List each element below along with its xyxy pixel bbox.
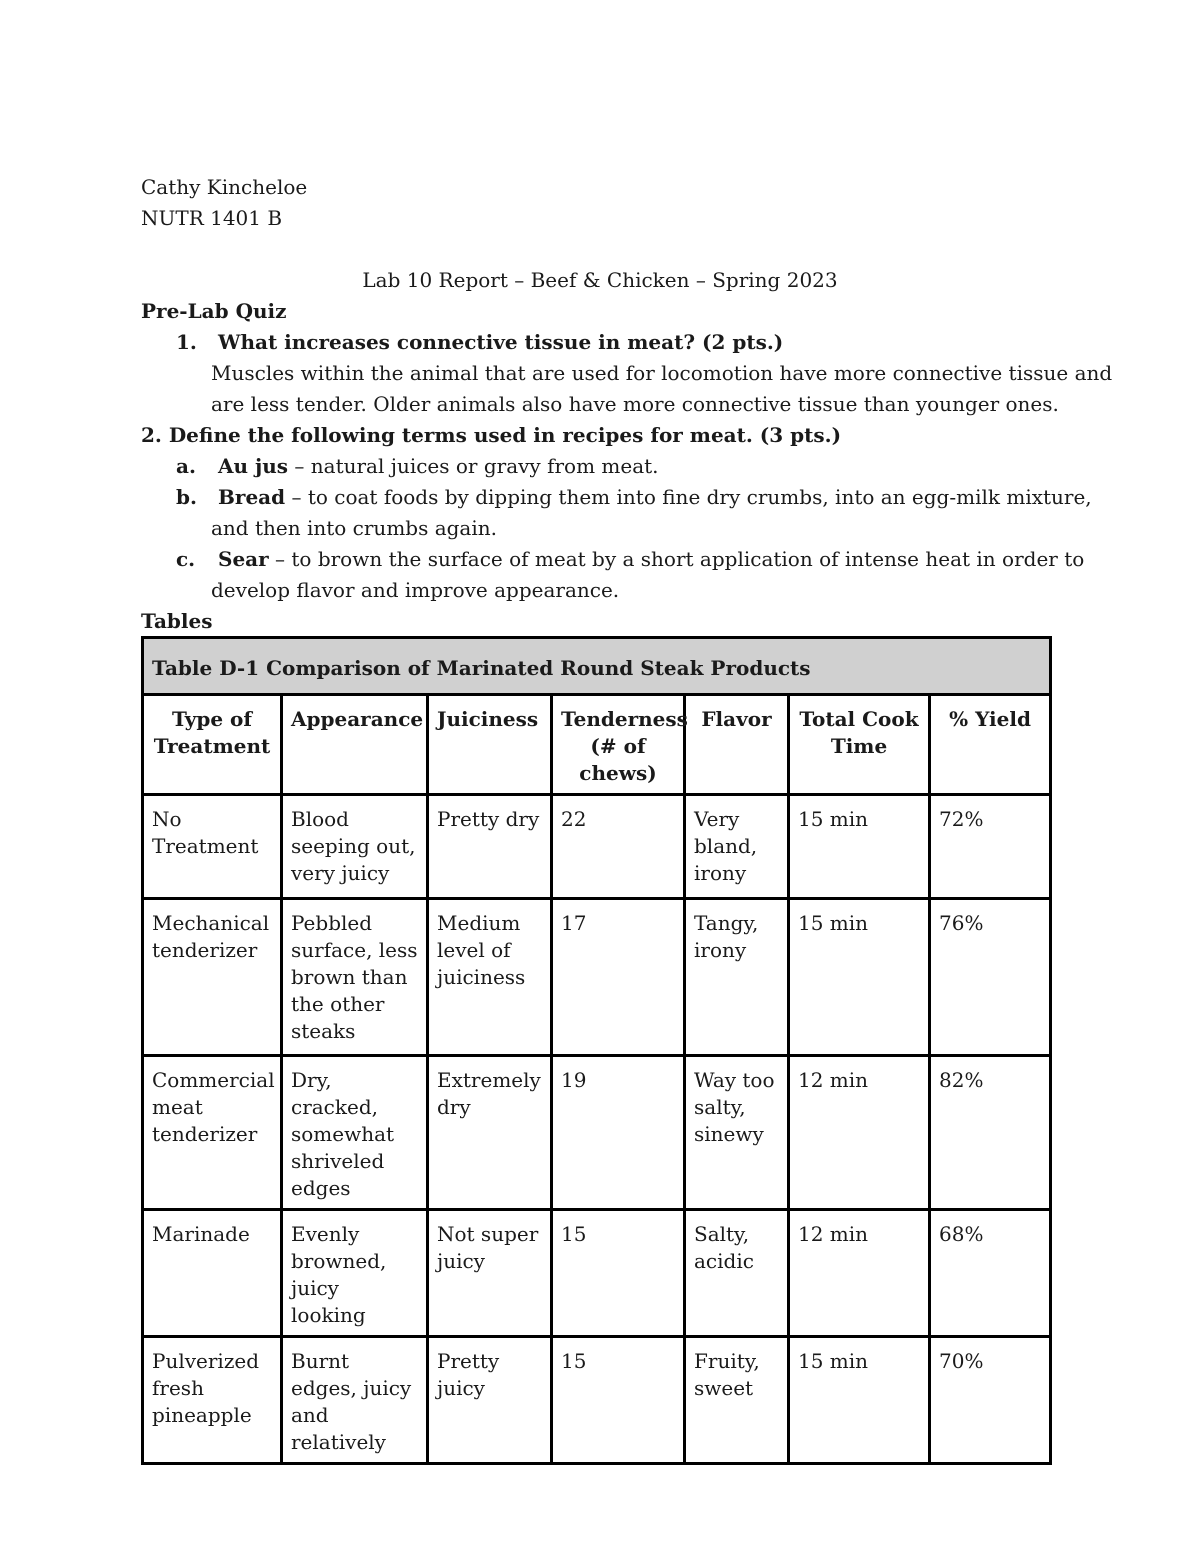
table-cell: Marinade [143,1210,282,1337]
table-cell: Burnt edges, juicy and relatively [282,1337,428,1464]
table-row [143,1056,1051,1210]
column-header: Type of Treatment [143,695,282,795]
term-b-definition: – to coat foods by dipping them into fine dry crumbs, into an egg-milk mixture, [285,485,1092,509]
table-row [143,1210,1051,1337]
term-b-letter: b. [176,485,197,509]
table-cell: 15 min [789,1337,930,1464]
table-cell: 12 min [789,1056,930,1210]
table-cell: 12 min [789,1210,930,1337]
question-1 [176,327,783,358]
term-a-term: Au jus [218,454,289,478]
table-cell: Way too salty, sinewy [685,1056,789,1210]
table-cell: 72% [930,795,1051,899]
table-cell: Mechanical tenderizer [143,899,282,1056]
table-cell: Fruity, sweet [685,1337,789,1464]
term-c [176,544,1084,575]
table-row [143,899,1051,1056]
term-b-definition-cont: and then into crumbs again. [211,516,497,540]
question-1-text: What increases connective tissue in meat? (2 pts.) [218,330,784,354]
answer-1-line-2: are less tender. Older animals also have more connective tissue than younger ones. [211,392,1059,416]
table-cell: Blood seeping out, very juicy [282,795,428,899]
table-cell: Commercial meat tenderizer [143,1056,282,1210]
table-cell: Pulverized fresh pineapple [143,1337,282,1464]
answer-1-line-1: Muscles within the animal that are used for locomotion have more connective tissue and [211,361,1113,385]
term-a-definition: – natural juices or gravy from meat. [288,454,659,478]
table-cell: Pebbled surface, less brown than the other steaks [282,899,428,1056]
term-c-term: Sear [218,547,269,571]
table-row [143,795,1051,899]
table-cell: Pretty dry [428,795,552,899]
course-code: NUTR 1401 B [141,206,283,230]
table-row [143,1337,1051,1464]
table-cell: 15 min [789,795,930,899]
column-header: Appearance [282,695,428,795]
table-cell: 70% [930,1337,1051,1464]
table-cell: Pretty juicy [428,1337,552,1464]
question-2: 2. Define the following terms used in recipes for meat. (3 pts.) [141,423,842,447]
author-name: Cathy Kincheloe [141,175,308,199]
column-header: Flavor [685,695,789,795]
table-cell: Not super juicy [428,1210,552,1337]
table-cell: 15 [552,1337,685,1464]
term-b [176,482,1092,513]
column-header: Tenderness (# of chews) [552,695,685,795]
question-1-number: 1. [176,330,197,354]
term-b-term: Bread [218,485,286,509]
term-a-letter: a. [176,454,196,478]
table-cell: 15 min [789,899,930,1056]
table-cell: 15 [552,1210,685,1337]
prelab-heading: Pre-Lab Quiz [141,299,287,323]
column-header: % Yield [930,695,1051,795]
table-title: Table D-1 Comparison of Marinated Round Steak Products [143,638,1051,695]
term-c-definition-cont: develop flavor and improve appearance. [211,578,620,602]
steak-comparison-table [141,636,1052,1465]
table-cell: Evenly browned, juicy looking [282,1210,428,1337]
column-header: Total Cook Time [789,695,930,795]
table-cell: 17 [552,899,685,1056]
table-cell: Extremely dry [428,1056,552,1210]
table-cell: 68% [930,1210,1051,1337]
table-cell: 19 [552,1056,685,1210]
table-cell: 22 [552,795,685,899]
term-c-letter: c. [176,547,196,571]
table-cell: 82% [930,1056,1051,1210]
term-a [176,451,659,482]
report-title: Lab 10 Report – Beef & Chicken – Spring 2023 [362,268,838,292]
table-cell: Tangy, irony [685,899,789,1056]
table-header-row [143,695,1051,795]
table-cell: Dry, cracked, somewhat shriveled edges [282,1056,428,1210]
table-cell: 76% [930,899,1051,1056]
table-title-row [143,638,1051,695]
column-header: Juiciness [428,695,552,795]
table-cell: Very bland, irony [685,795,789,899]
term-c-definition: – to brown the surface of meat by a short application of intense heat in order to [268,547,1085,571]
table-cell: No Treatment [143,795,282,899]
table-cell: Medium level of juiciness [428,899,552,1056]
table-cell: Salty, acidic [685,1210,789,1337]
tables-heading: Tables [141,609,213,633]
